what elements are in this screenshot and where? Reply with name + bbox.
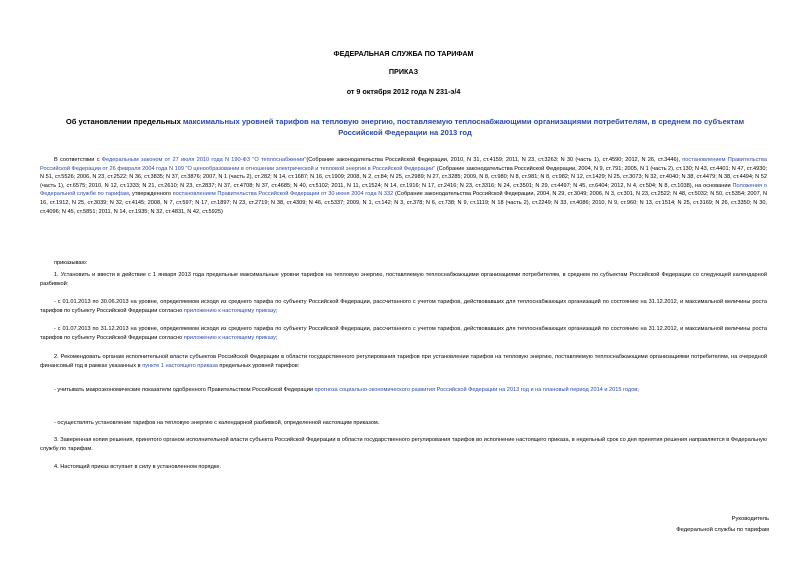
- signature-org: Федеральной службы по тарифам: [676, 527, 769, 533]
- document-title: [60, 117, 750, 138]
- preamble-text-3: (Собрание законодательства Российской Федерации, 2004, N 9, ст.791; 2005, N 1 (часть 2), ст.130; N 43, ст.4401; N 47, ст.4930; N 51, ст.5526; 2006, N 23, ст.2522; N 36, ст.3835; N 37, ст.3876; 2007, N 1 (часть 2), ст.282; N 14, ст.1687; N 16, ст.1909; 2008, N 2, ст.84; N 25, ст.2989; N 27, ст.3285; 2009, N 8, ст.980; N 8, ст.981; N 8, ст.982; N 12, ст.1429; N 25, ст.3073; N 32, ст.4040; N 38, ст.4479; N 38, ст.4494; N 52 (часть 1), ст.6575; 2010, N 12, ст.1333; N 21, ст.2610; N 23, ст.2837; N 37, ст.4708; N 37, ст.4685; N 40, ст.5102; 2011, N 11, ст.1524; N 14, ст.1916; N 17, ст.2416; N 23, ст.3316; N 24, ст.3501; N 29, ст.4497; N 45, ст.6404; 2012, N 4, ст.504; N 8, ст.1038), на основании: [40, 165, 768, 189]
- government-decree-332-link[interactable]: постановлением Правительства Российской Федерации от 30 июня 2004 года N 332: [172, 191, 394, 198]
- appendix-link-2[interactable]: приложению к настоящему приказу: [183, 334, 276, 341]
- title-prefix: Об установлении предельных: [65, 117, 183, 126]
- preamble-text-4: , утвержденного: [128, 191, 173, 198]
- item-2: [40, 353, 767, 370]
- fst-regulation-link[interactable]: Положения о Федеральной службе по тарифам: [40, 182, 767, 198]
- item-1a-end: ;: [275, 307, 278, 314]
- item-3: 3. Заверенная копия решения, принятого органом исполнительной власти субъекта Российской Федерации в области государственного регулирования тарифов во исполнение настоящего приказа, в недельный срок со дня принятия решения направляется в Федеральную службу по тарифам.: [40, 437, 767, 452]
- preamble-text-1: В соответствии с: [54, 157, 102, 163]
- item-2b: - осуществлять установление тарифов на тепловую энергию с календарной разбивкой, определенной настоящим приказом.: [54, 420, 380, 426]
- agency-heading: ФЕДЕРАЛЬНАЯ СЛУЖБА ПО ТАРИФАМ: [333, 49, 474, 58]
- preamble-text-5: (Собрание законодательства Российской Федерации, 2004, N 29, ст.3049; 2006, N 3, ст.301, N 23, ст.2522; N 48, ст.5032; N 50, ст.5354; 2007, N 16, ст.1912, N 25, ст.3039; N 32, ст.4145; 2008, N 7, ст.597; N 17, ст.1897; N 23, ст.2719; N 38, ст.4309; N 46, ст.5337; 2009, N 1, ст.142; N 3, ст.378; N 6, ст.738; N 9, ст.1119; N 18 (часть 2), ст.2249; N 33, ст.4086; 2010, N 9, ст.960; N 13, ст.1514; N 25, ст.3169; N 26, ст.3350; N 30, ст.4096; N 45, ст.5851; 2011, N 14, ст.1935; N 32, ст.4831, N 42, ст.5925): [40, 191, 767, 215]
- item-1b-end: ;: [275, 334, 278, 341]
- item-1b: [40, 325, 767, 342]
- item-2-end: предельных уровней тарифов:: [217, 362, 300, 369]
- signature-role: Руководитель: [731, 516, 769, 522]
- title-link[interactable]: максимальных уровней тарифов на тепловую энергию, поставляемую теплоснабжающими организациями потребителям, в среднем по субъектам Российской Федерации на 2013 год: [182, 117, 745, 137]
- item-1b-text: - с 01.07.2013 по 31.12.2013 на уровне, определяемом исходя из среднего тарифа по субъекту Российской Федерации, рассчитанного с учетом тарифов, действовавших для теплоснабжающих организаций по состоянию на 31.12.2012, и максимальной величины роста тарифов по субъекту Российской Федерации согласно: [40, 326, 767, 341]
- government-decree-109-link[interactable]: постановлением Правительства Российской Федерации от 26 февраля 2004 года N 109 "О ценообразовании в отношении электрической и тепловой энергии в Российской Федерации": [40, 157, 768, 172]
- item-2a-end: ;: [637, 387, 639, 393]
- order-word: приказываю:: [54, 260, 88, 266]
- item-1-reference-link[interactable]: пункте 1 настоящего приказа: [142, 362, 218, 369]
- item-2a: [40, 386, 767, 395]
- item-1: 1. Установить и ввести в действие с 1 января 2013 года предельные максимальные уровни тарифов на тепловую энергию, поставляемую теплоснабжающими организациями потребителям, в среднем по субъектам Российской Федерации со следующей календарной разбивкой:: [40, 272, 767, 287]
- forecast-link[interactable]: прогноза социально-экономического развития Российской Федерации на 2013 год и на плановый период 2014 и 2015 годов: [314, 387, 638, 393]
- preamble-text-2: (Собрание законодательства Российской Федерации, 2010, N 31, ст.4159; 2011, N 23, ст.3263; N 30 (часть 1), ст.4590; 2012, N 26, ст.3446),: [306, 157, 683, 163]
- item-4: 4. Настоящий приказ вступает в силу в установленном порядке.: [54, 464, 222, 470]
- item-2-text: 2. Рекомендовать органам исполнительной власти субъектов Российской Федерации в области государственного регулирования тарифов при установлении тарифов на тепловую энергию, поставляемую теплоснабжающими организациями потребителям, на очередной финансовый год в рамках указанных в: [40, 354, 767, 369]
- item-1a-text: - с 01.01.2013 по 30.06.2013 на уровне, определяемом исходя из среднего тарифа по субъекту Российской Федерации, рассчитанного с учетом тарифов, действовавших для теплоснабжающих организаций по состоянию на 31.12.2012, и максимальной величины роста тарифов по субъекту Российской Федерации согласно: [40, 299, 767, 314]
- preamble-paragraph: [40, 156, 767, 216]
- item-1a: [40, 298, 767, 315]
- appendix-link-1[interactable]: приложению к настоящему приказу: [183, 307, 276, 314]
- doc-type-heading: ПРИКАЗ: [388, 67, 419, 76]
- item-2a-text: - учитывать макроэкономические показатели одобренного Правительством Российской Федерации: [54, 387, 315, 393]
- date-number-heading: от 9 октября 2012 года N 231-э/4: [346, 87, 461, 96]
- federal-law-link[interactable]: Федеральным законом от 27 июля 2010 года N 190-ФЗ "О теплоснабжении": [101, 157, 307, 163]
